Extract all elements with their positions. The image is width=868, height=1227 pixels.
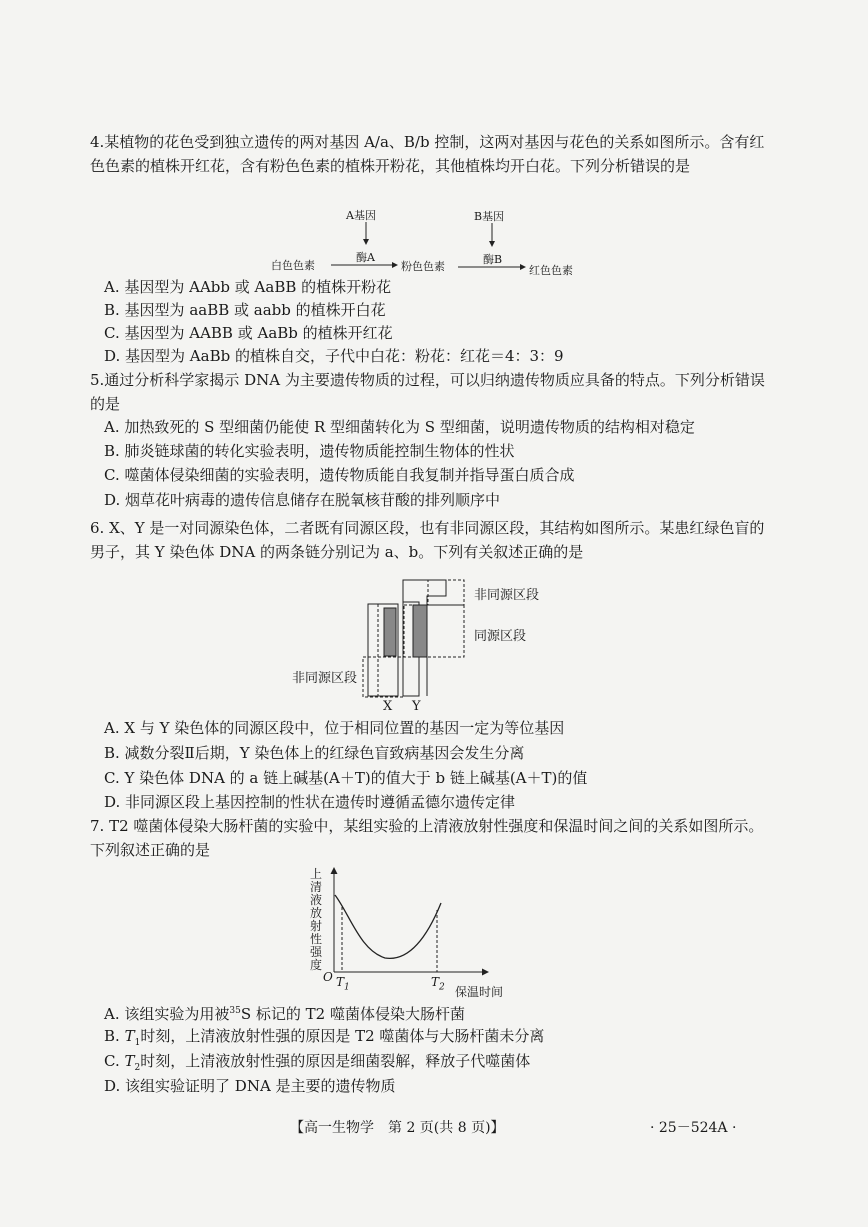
q4-option-a: A. 基因型为 AAbb 或 AaBB 的植株开粉花	[104, 278, 392, 296]
question-5-text: 5.通过分析科学家揭示 DNA 为主要遗传物质的过程，可以归纳遗传物质应具备的特点。下列分析错误的是	[90, 371, 765, 413]
gene-b-label: B基因	[474, 210, 505, 223]
question-6-text: 6. X、Y 是一对同源染色体，二者既有同源区段，也有非同源区段，其结构如图所示。某患红绿色盲的男子，其 Y 染色体 DNA 的两条链分别记为 a、b。下列有关叙述正确的是	[90, 519, 765, 561]
q6-option-b: B. 减数分裂Ⅱ后期，Y 染色体上的红绿色盲致病基因会发生分离	[104, 744, 525, 762]
q6-option-a: A. X 与 Y 染色体的同源区段中，位于相同位置的基因一定为等位基因	[104, 719, 565, 737]
white-pigment-label: 白色色素	[271, 259, 315, 272]
q5-option-a: A. 加热致死的 S 型细菌仍能使 R 型细菌转化为 S 型细菌，说明遗传物质的结构相对稳定	[104, 418, 695, 436]
y-label: Y	[412, 699, 421, 714]
question-7-text: 7. T2 噬菌体侵染大肠杆菌的实验中，某组实验的上清液放射性强度和保温时间之间的关系如图所示。下列叙述正确的是	[90, 817, 764, 859]
enzyme-b-label: 酶B	[483, 253, 503, 266]
x-label: X	[383, 699, 393, 714]
q7-option-b: B. $T_1$时刻，上清液放射性强的原因是 T2 噬菌体与大肠杆菌未分离	[104, 1027, 545, 1048]
chart-ylabel: 上清液放射性强度	[310, 867, 323, 972]
chart-t1-label: $T_1$	[336, 975, 350, 993]
chart-t2-label: $T_2$	[431, 975, 445, 993]
pink-pigment-label: 粉色色素	[401, 260, 445, 273]
q6-option-c: C. Y 染色体 DNA 的 a 链上碱基(A＋T)的值大于 b 链上碱基(A＋T)的值	[104, 769, 588, 787]
q4-option-c: C. 基因型为 AABB 或 AaBb 的植株开红花	[104, 324, 393, 342]
nonhomo-bottom-label: 非同源区段	[292, 671, 358, 686]
q5-option-c: C. 噬菌体侵染细菌的实验表明，遗传物质能自我复制并指导蛋白质合成	[104, 466, 575, 484]
footer-code: · 25－524A ·	[650, 1120, 737, 1136]
red-pigment-label: 红色色素	[529, 264, 573, 277]
radioactivity-line	[335, 895, 441, 958]
q4-option-b: B. 基因型为 aaBB 或 aabb 的植株开白花	[104, 301, 386, 319]
q7-option-a: A. 该组实验为用被$^{35}$S 标记的 T2 噬菌体侵染大肠杆菌	[104, 1005, 465, 1023]
q7-option-c: C. $T_2$时刻，上清液放射性强的原因是细菌裂解，释放子代噬菌体	[104, 1052, 531, 1073]
nonhomo-top-label: 非同源区段	[474, 588, 540, 603]
chart-origin: O	[323, 970, 333, 984]
q5-option-b: B. 肺炎链球菌的转化实验表明，遗传物质能控制生物体的性状	[104, 442, 515, 460]
enzyme-a-label: 酶A	[356, 251, 375, 264]
homo-label: 同源区段	[474, 629, 527, 644]
chart-xlabel: 保温时间	[455, 985, 504, 999]
q5-option-d: D. 烟草花叶病毒的遗传信息储存在脱氧核苷酸的排列顺序中	[104, 491, 501, 509]
gene-a-label: A基因	[346, 209, 376, 222]
question-4-text: 4.某植物的花色受到独立遗传的两对基因 A/a、B/b 控制，这两对基因与花色的关系如图所示。含有红色色素的植株开红花，含有粉色色素的植株开粉花，其他植株均开白花。下列分析错误的是	[90, 133, 765, 175]
footer-title: 【高一生物学 第 2 页(共 8 页)】	[290, 1120, 505, 1136]
q7-option-d: D. 该组实验证明了 DNA 是主要的遗传物质	[104, 1077, 396, 1095]
q6-option-d: D. 非同源区段上基因控制的性状在遗传时遵循孟德尔遗传定律	[104, 793, 516, 811]
q4-option-d: D. 基因型为 AaBb 的植株自交，子代中白花：粉花：红花＝4：3：9	[104, 347, 564, 365]
